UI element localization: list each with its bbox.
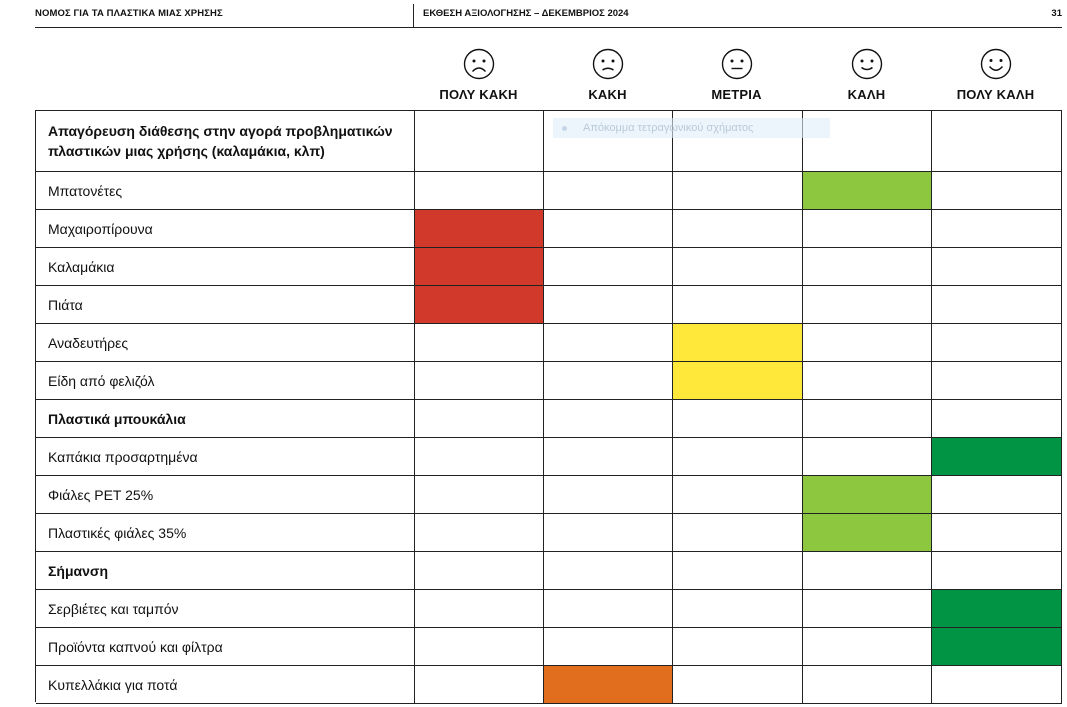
- document-title: ΝΟΜΟΣ ΓΙΑ ΤΑ ΠΛΑΣΤΙΚΑ ΜΙΑΣ ΧΡΗΣΗΣ: [35, 8, 223, 19]
- rating-cell-very-bad-filled: [415, 210, 544, 248]
- rating-cell-empty: [932, 400, 1062, 438]
- very-sad-face-icon: [463, 48, 495, 80]
- rating-cell-empty: [803, 552, 932, 590]
- rating-cell-empty: [673, 400, 803, 438]
- rating-cell-very-good-filled: [932, 590, 1062, 628]
- rating-cell-empty: [415, 362, 544, 400]
- rating-cell-good-filled: [803, 476, 932, 514]
- rating-cell-empty: [803, 438, 932, 476]
- rating-cell-empty: [415, 324, 544, 362]
- rating-cell-empty: [415, 172, 544, 210]
- measure-label: Είδη από φελιζόλ: [36, 362, 415, 400]
- header-rule: [35, 27, 1062, 28]
- rating-cell-empty: [544, 248, 673, 286]
- rating-cell-empty: [544, 514, 673, 552]
- rating-cell-empty: [803, 248, 932, 286]
- rating-cell-empty: [673, 552, 803, 590]
- rating-cell-medium-filled: [673, 324, 803, 362]
- page-number: 31: [1051, 8, 1062, 19]
- rating-cell-good-filled: [803, 172, 932, 210]
- measure-label: Κυπελλάκια για ποτά: [36, 666, 415, 704]
- rating-cell-empty: [673, 172, 803, 210]
- rating-cell-medium-filled: [673, 362, 803, 400]
- rating-column-very-good: [931, 48, 1060, 102]
- rating-cell-very-bad-filled: [415, 286, 544, 324]
- rating-column-bad: [543, 48, 672, 102]
- rating-cell-empty: [544, 438, 673, 476]
- rating-cell-empty: [673, 476, 803, 514]
- rating-label-very-good: ΠΟΛΥ ΚΑΛΗ: [956, 87, 1035, 102]
- rating-cell-empty: [415, 111, 544, 172]
- rating-cell-very-bad-filled: [415, 248, 544, 286]
- rating-cell-empty: [932, 286, 1062, 324]
- rating-cell-empty: [544, 324, 673, 362]
- rating-label-medium: ΜΕΤΡΙΑ: [711, 87, 762, 102]
- rating-cell-empty: [544, 476, 673, 514]
- rating-cell-empty: [673, 210, 803, 248]
- rating-column-good: [802, 48, 931, 102]
- rating-cell-empty: [544, 286, 673, 324]
- rating-column-very-bad: [414, 48, 543, 102]
- rating-cell-empty: [415, 552, 544, 590]
- rating-cell-empty: [673, 628, 803, 666]
- rating-cell-empty: [673, 438, 803, 476]
- report-title: ΕΚΘΕΣΗ ΑΞΙΟΛΟΓΗΣΗΣ – ΔΕΚΕΜΒΡΙΟΣ 2024: [423, 8, 629, 19]
- rating-cell-empty: [544, 362, 673, 400]
- rating-cell-empty: [932, 552, 1062, 590]
- rating-cell-good-filled: [803, 514, 932, 552]
- measure-label: Καπάκια προσαρτημένα: [36, 438, 415, 476]
- rating-cell-empty: [803, 666, 932, 704]
- rating-column-medium: [672, 48, 801, 102]
- rating-cell-empty: [415, 400, 544, 438]
- rating-cell-empty: [932, 476, 1062, 514]
- rating-cell-empty: [932, 324, 1062, 362]
- rating-cell-empty: [932, 514, 1062, 552]
- header-divider: [413, 4, 414, 28]
- rating-cell-empty: [803, 210, 932, 248]
- rating-cell-empty: [415, 666, 544, 704]
- rating-cell-empty: [673, 286, 803, 324]
- rating-cell-empty: [932, 362, 1062, 400]
- rating-label-very-bad: ΠΟΛΥ ΚΑΚΗ: [439, 87, 518, 102]
- rating-cell-empty: [673, 248, 803, 286]
- smile-face-icon: [851, 48, 883, 80]
- measure-label: Μπατονέτες: [36, 172, 415, 210]
- rating-cell-empty: [544, 590, 673, 628]
- rating-cell-empty: [803, 324, 932, 362]
- sad-face-icon: [592, 48, 624, 80]
- ghost-overlay: [553, 118, 830, 138]
- measure-label: Σερβιέτες και ταμπόν: [36, 590, 415, 628]
- rating-cell-very-good-filled: [932, 628, 1062, 666]
- neutral-face-icon: [721, 48, 753, 80]
- rating-cell-empty: [544, 400, 673, 438]
- ghost-overlay-label: Απόκομμα τετραγωνικού σχήματος: [583, 122, 754, 134]
- measure-label: Καλαμάκια: [36, 248, 415, 286]
- rating-cell-empty: [544, 210, 673, 248]
- big-smile-face-icon: [980, 48, 1012, 80]
- rating-cell-empty: [673, 666, 803, 704]
- rating-cell-empty: [932, 210, 1062, 248]
- rating-cell-empty: [803, 628, 932, 666]
- rating-cell-empty: [932, 172, 1062, 210]
- section-heading: Σήμανση: [36, 552, 415, 590]
- rating-cell-empty: [415, 628, 544, 666]
- measure-label: Πιάτα: [36, 286, 415, 324]
- rating-cell-empty: [803, 286, 932, 324]
- rating-cell-empty: [415, 438, 544, 476]
- rating-cell-empty: [932, 248, 1062, 286]
- rating-cell-empty: [932, 111, 1062, 172]
- ghost-dot-icon: [562, 126, 567, 131]
- measure-label: Προϊόντα καπνού και φίλτρα: [36, 628, 415, 666]
- section-heading: Πλαστικά μπουκάλια: [36, 400, 415, 438]
- measure-label: Αναδευτήρες: [36, 324, 415, 362]
- evaluation-table: [35, 110, 1062, 702]
- rating-cell-empty: [803, 400, 932, 438]
- rating-cell-empty: [544, 172, 673, 210]
- rating-cell-empty: [415, 514, 544, 552]
- section-heading: Απαγόρευση διάθεσης στην αγορά προβληματικών πλαστικών μιας χρήσης (καλαμάκια, κλπ): [36, 111, 415, 172]
- rating-cell-empty: [544, 552, 673, 590]
- rating-cell-empty: [544, 628, 673, 666]
- rating-cell-bad-filled: [544, 666, 673, 704]
- measure-label: Μαχαιροπίρουνα: [36, 210, 415, 248]
- rating-cell-empty: [673, 590, 803, 628]
- measure-label: Πλαστικές φιάλες 35%: [36, 514, 415, 552]
- rating-cell-empty: [415, 590, 544, 628]
- rating-label-good: ΚΑΛΗ: [847, 87, 886, 102]
- rating-cell-empty: [673, 514, 803, 552]
- rating-cell-empty: [803, 590, 932, 628]
- rating-cell-very-good-filled: [932, 438, 1062, 476]
- measure-label: Φιάλες PET 25%: [36, 476, 415, 514]
- rating-cell-empty: [932, 666, 1062, 704]
- rating-label-bad: ΚΑΚΗ: [588, 87, 627, 102]
- rating-cell-empty: [415, 476, 544, 514]
- rating-cell-empty: [803, 362, 932, 400]
